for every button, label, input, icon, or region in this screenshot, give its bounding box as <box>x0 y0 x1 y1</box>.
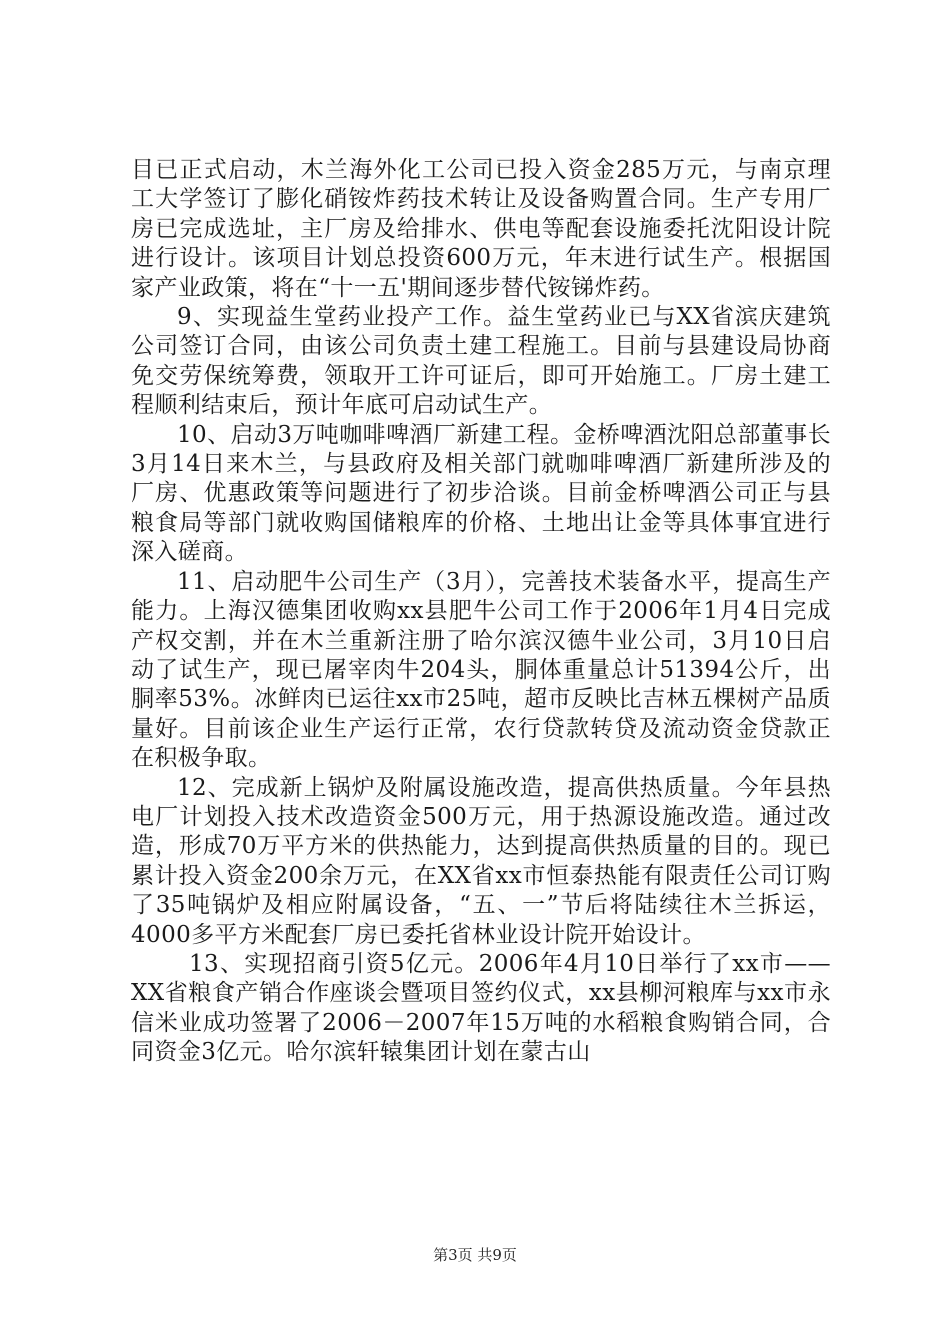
paragraph-item-11: 11、启动肥牛公司生产（3月），完善技术装备水平，提高生产能力。上海汉德集团收购xx县肥牛公司工作于2006年1月4日完成产权交割，并在木兰重新注册了哈尔滨汉德牛业公司，3月10日启动了试生产，现已屠宰肉牛204头，胴体重量总计51394公斤，出胴率53%。冰鲜肉已运往xx市25吨，超市反映比吉林五棵树产品质量好。目前该企业生产运行正常，农行贷款转贷及流动资金贷款正在积极争取。 <box>131 568 831 772</box>
paragraph-continuation: 目已正式启动，木兰海外化工公司已投入资金285万元，与南京理工大学签订了膨化硝铵炸药技术转让及设备购置合同。生产专用厂房已完成选址，主厂房及给排水、供电等配套设施委托沈阳设计院进行设计。该项目计划总投资600万元，年末进行试生产。根据国家产业政策，将在“十一五'期间逐步替代铵锑炸药。 <box>131 157 831 301</box>
paragraph-item-12: 12、完成新上锅炉及附属设施改造，提高供热质量。今年县热电厂计划投入技术改造资金500万元，用于热源设施改造。通过改造，形成70万平方米的供热能力，达到提高供热质量的目的。现已累计投入资金200余万元，在XX省xx市恒泰热能有限责任公司订购了35吨锅炉及相应附属设备，“五、一”节后将陆续往木兰拆运，4000多平方米配套厂房已委托省林业设计院开始设计。 <box>131 774 831 948</box>
paragraph-item-10: 10、启动3万吨咖啡啤酒厂新建工程。金桥啤酒沈阳总部董事长3月14日来木兰，与县政府及相关部门就咖啡啤酒厂新建所涉及的厂房、优惠政策等问题进行了初步洽谈。目前金桥啤酒公司正与县粮食局等部门就收购国储粮库的价格、土地出让金等具体事宜进行深入磋商。 <box>131 421 831 566</box>
paragraph-item-9: 9、实现益生堂药业投产工作。益生堂药业已与XX省滨庆建筑公司签订合同，由该公司负责土建工程施工。目前与县建设局协商免交劳保统筹费，领取开工许可证后，即可开始施工。厂房土建工程顺利结束后，预计年底可启动试生产。 <box>131 304 831 419</box>
document-body <box>131 156 831 1068</box>
paragraph-item-13: 13、实现招商引资5亿元。2006年4月10日举行了xx市——XX省粮食产销合作座谈会暨项目签约仪式，xx县柳河粮库与xx市永信米业成功签署了2006－2007年15万吨的水稻粮食购销合同，合同资金3亿元。哈尔滨轩辕集团计划在蒙古山 <box>131 950 831 1066</box>
page-footer: 第3页 共9页 <box>433 1246 517 1264</box>
